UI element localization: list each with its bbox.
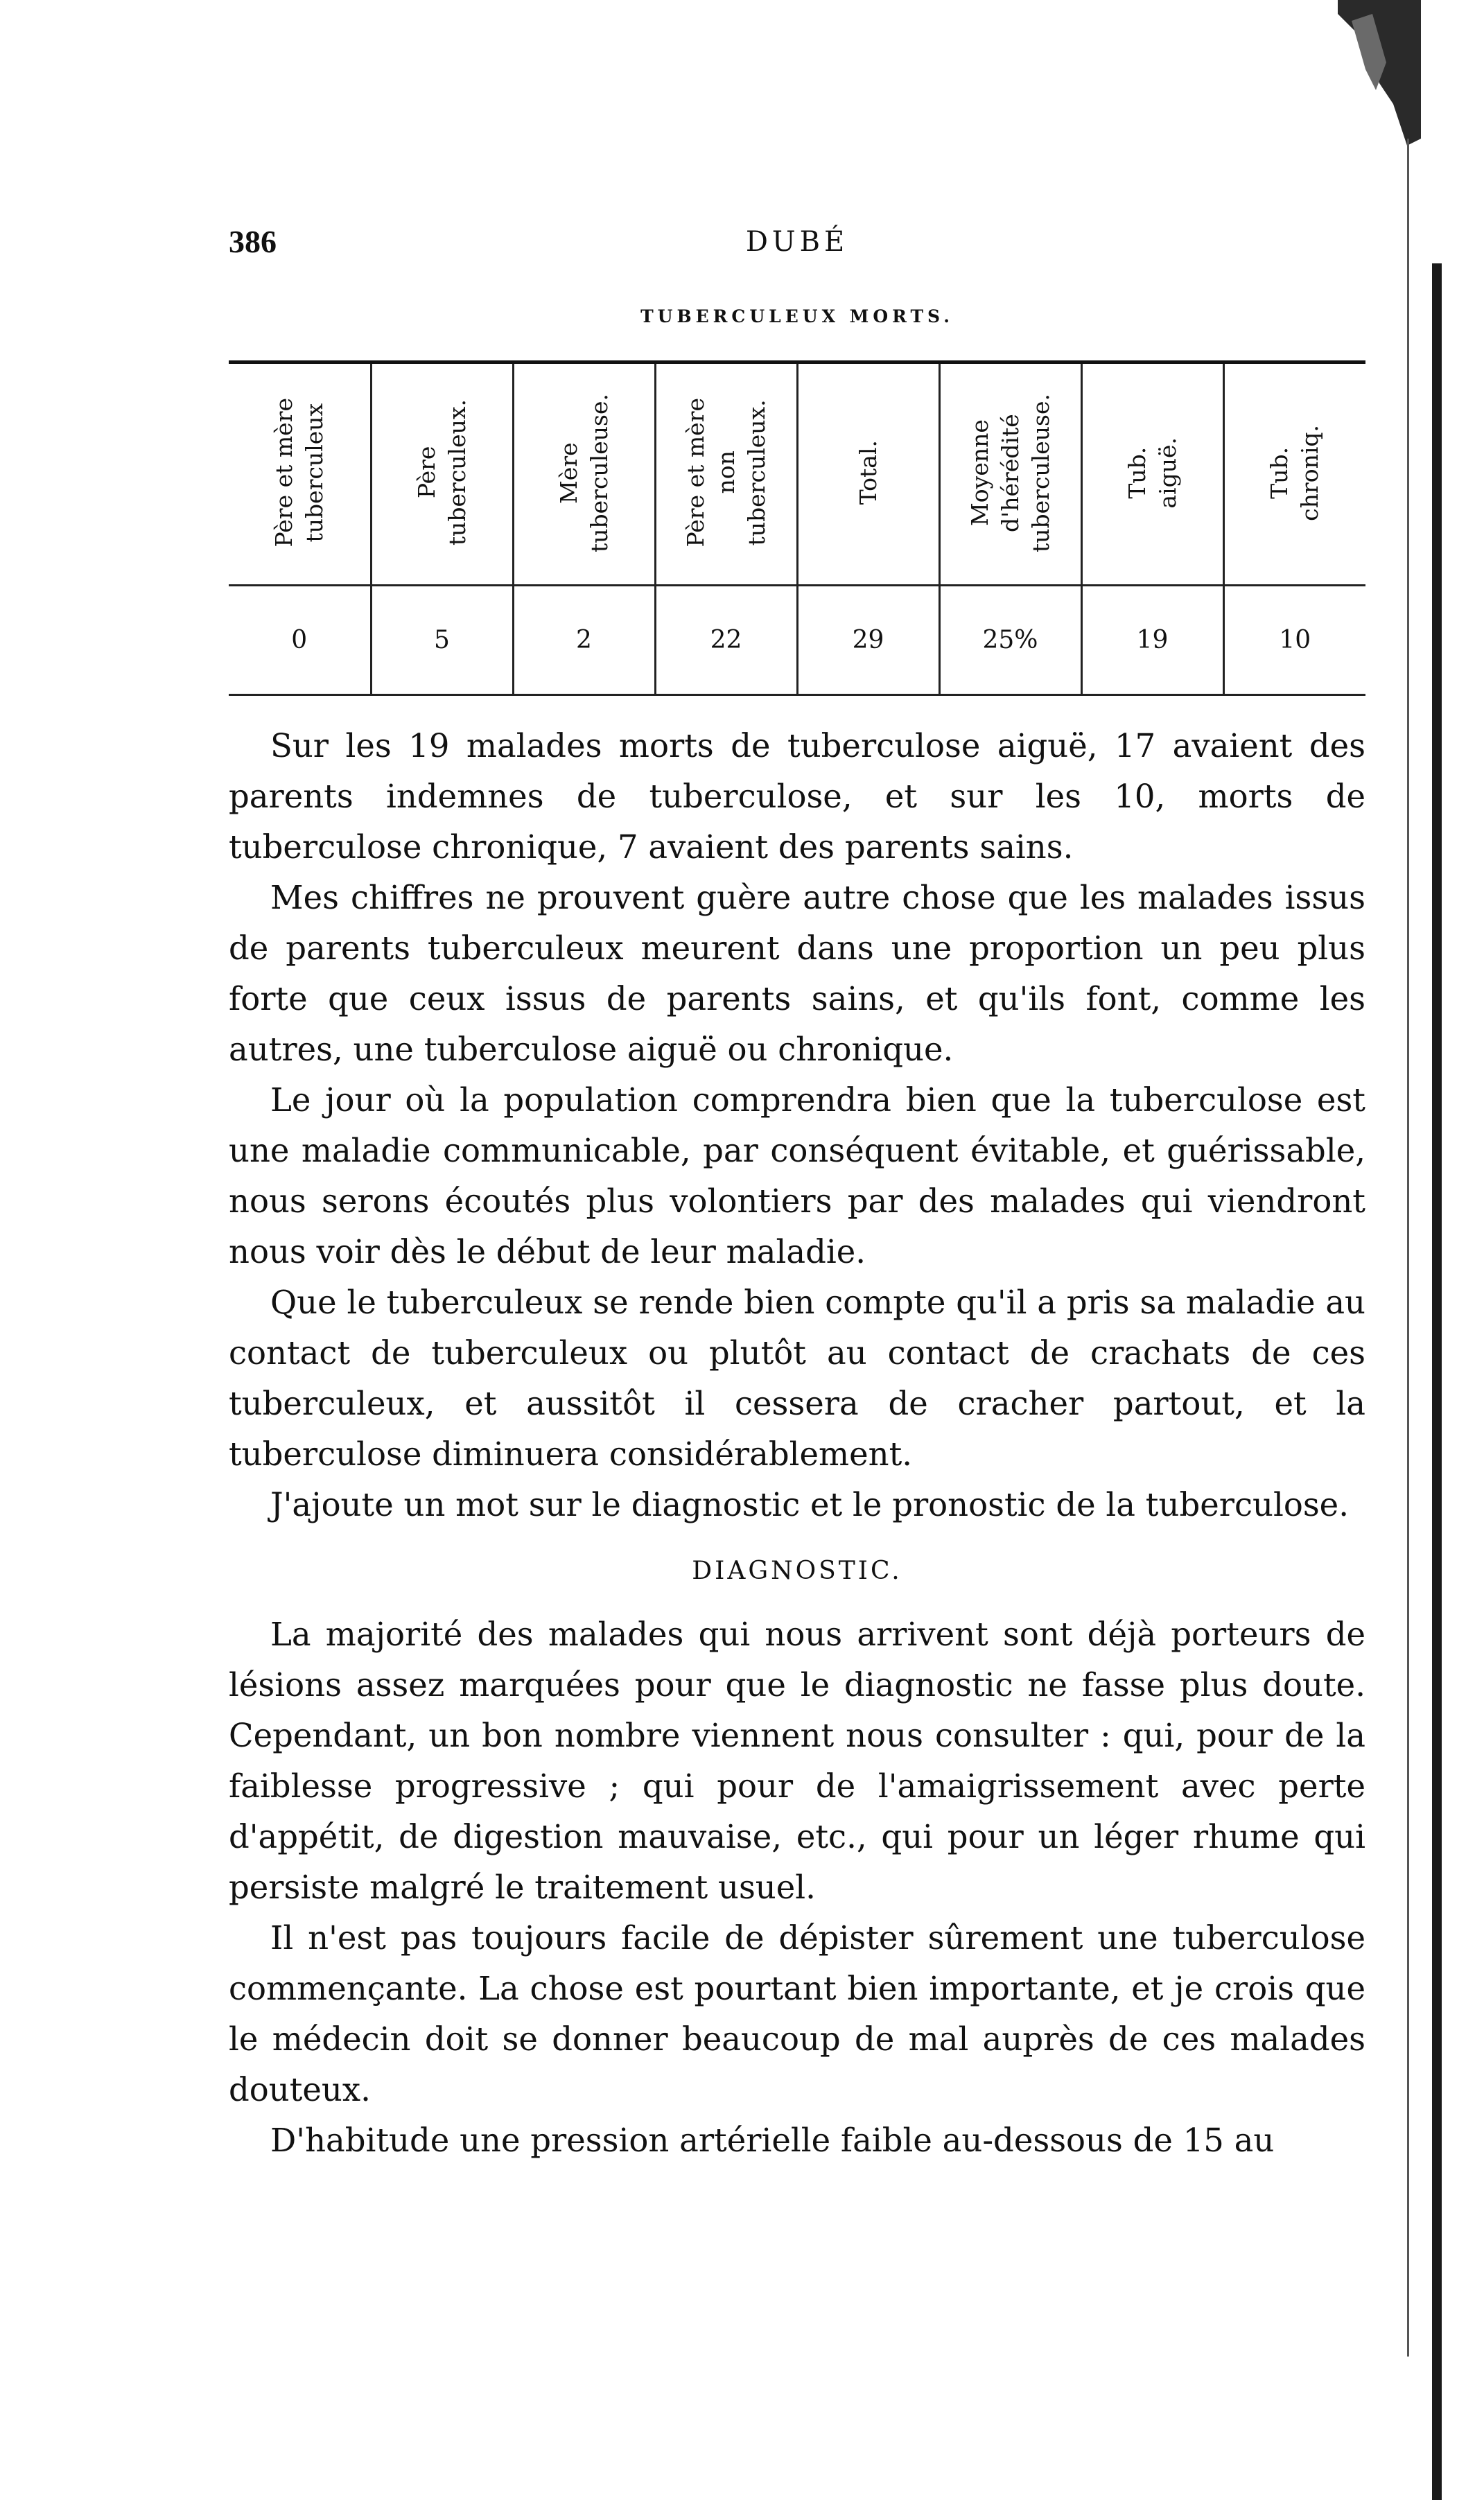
paragraph: Sur les 19 malades morts de tuberculose aiguë, 17 avaient des parents indemnes de tuberculose, et sur les 10, morts de tuberculose chronique, 7 avaient des parents sains. [229,727,1365,866]
table-cell: 5 [371,586,513,695]
statistics-table [229,360,1365,696]
col-header-label: Mère tuberculeuse. [555,393,613,552]
paragraph: J'ajoute un mot sur le diagnostic et le pronostic de la tuberculose. [270,1486,1349,1523]
col-header-parents-not-tuberculous [655,362,797,586]
col-header-label: Père et mère tuberculeux [270,398,328,548]
paragraph: Mes chiffres ne prouvent guère autre chose que les malades issus de parents tuberculeux meurent dans une proportion un peu plus forte que ceux issus de parents sains, et qu'ils font, comme les autres, une tuberculose aiguë ou chronique. [229,879,1365,1068]
table-cell: 22 [655,586,797,695]
page-number: 386 [229,224,277,259]
col-header-heredity-average [939,362,1081,586]
table-cell: 25% [939,586,1081,695]
col-header-father-tuberculous [371,362,513,586]
paragraph: Le jour où la population comprendra bien que la tuberculose est une maladie communicable, par conséquent évitable, et guérissable, nous serons écoutés plus volontiers par des malades qui viendront nous voir dès le début de leur maladie. [229,1081,1365,1270]
col-header-label: Tub. aiguë. [1123,437,1181,509]
col-header-label: Tub. chroniq. [1266,424,1324,521]
scan-edge-line [1407,139,1409,2357]
table-cell: 2 [513,586,655,695]
table-cell: 19 [1081,586,1223,695]
col-header-chronic [1223,362,1365,586]
paragraph: Il n'est pas toujours facile de dépister sûrement une tuberculose commençante. La chose est pourtant bien importante, et je crois que le médecin doit se donner beaucoup de mal auprès de ces malades douteux. [229,1919,1365,2108]
table-cell: 29 [797,586,939,695]
table-row [229,586,1365,695]
col-header-label: Père et mère non tuberculeux. [681,398,770,548]
col-header-label: Père tuberculeux. [412,399,471,546]
paragraph: D'habitude une pression artérielle faible au-dessous de 15 au [270,2122,1275,2159]
col-header-total [797,362,939,586]
section-title: DIAGNOSTIC. [692,1557,902,1585]
col-header-acute [1081,362,1223,586]
paragraph: Que le tuberculeux se rende bien compte qu'il a pris sa maladie au contact de tuberculeux ou plutôt au contact de crachats de ces tuberculeux, et aussitôt il cessera de cracher partout, et la tuberculose diminuera considérablement. [229,1284,1365,1473]
running-head: DUBÉ [745,226,849,258]
page-header [229,223,1365,265]
col-header-parents-tuberculous [229,362,371,586]
table-header-row [229,362,1365,586]
scan-edge-binding [1432,263,1442,2500]
col-header-mother-tuberculous [513,362,655,586]
col-header-label: Total. [854,440,882,505]
table-cell: 0 [291,626,308,654]
paragraph: La majorité des malades qui nous arrivent sont déjà porteurs de lésions assez marquées pour que le diagnostic ne fasse plus doute. Cependant, un bon nombre viennent nous consulter : qui, pour de la faiblesse progressive ; qui pour de l'amaigrissement avec perte d'appétit, de digestion mauvaise, etc., qui pour un léger rhume qui persiste malgré le traitement usuel. [229,1616,1365,1906]
scan-edge-artifact [1310,0,1421,152]
table-caption: TUBERCULEUX MORTS. [640,306,954,326]
body-text [229,721,1365,2166]
col-header-label: Moyenne d'hérédité tuberculeuse. [966,393,1054,552]
table-cell: 10 [1223,586,1365,695]
